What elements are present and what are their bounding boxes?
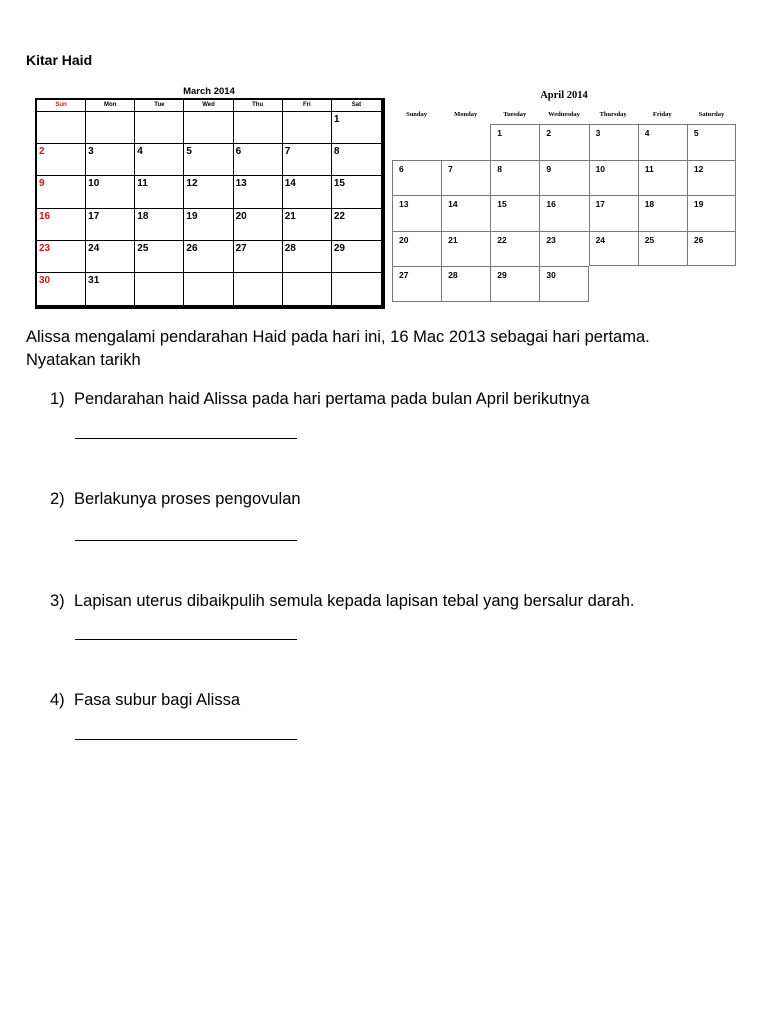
march-day-cell: 28 — [283, 241, 332, 273]
march-day-cell: 3 — [86, 144, 135, 176]
april-calendar-title: April 2014 — [540, 90, 588, 101]
march-day-cell: 21 — [283, 209, 332, 241]
april-weekday-label: Wednesday — [548, 111, 580, 118]
question-1 — [50, 388, 750, 410]
april-day-cell: 29 — [490, 266, 539, 302]
question-number: 1) — [50, 390, 65, 408]
april-weekday-header — [392, 111, 736, 123]
march-day-cell: 4 — [135, 144, 184, 176]
april-calendar-grid — [392, 124, 736, 302]
april-day-cell: 2 — [539, 124, 588, 160]
march-day-cell — [86, 112, 135, 144]
april-day-cell: 10 — [589, 160, 638, 196]
april-day-cell: 21 — [441, 231, 490, 267]
march-day-cell — [332, 273, 381, 305]
march-day-cell: 7 — [283, 144, 332, 176]
question-number: 4) — [50, 691, 65, 709]
march-day-cell: 29 — [332, 241, 381, 273]
march-day-cell: 26 — [184, 241, 233, 273]
april-day-cell — [638, 266, 687, 302]
april-day-cell: 18 — [638, 195, 687, 231]
april-day-cell — [441, 124, 490, 160]
march-day-cell: 9 — [37, 176, 86, 208]
march-day-cell: 1 — [332, 112, 381, 144]
march-day-cell: 13 — [234, 176, 283, 208]
april-day-cell: 13 — [392, 195, 441, 231]
march-day-cell: 16 — [37, 209, 86, 241]
april-day-cell: 16 — [539, 195, 588, 231]
intro-paragraph — [26, 326, 746, 372]
april-weekday-label: Friday — [652, 111, 672, 118]
march-day-cell: 20 — [234, 209, 283, 241]
march-calendar-grid — [35, 98, 385, 309]
april-weekday-label: Thursday — [599, 111, 627, 118]
march-day-cell: 17 — [86, 209, 135, 241]
question-text: Pendarahan haid Alissa pada hari pertama pada bulan April berikutnya — [74, 390, 590, 408]
april-day-cell: 12 — [687, 160, 736, 196]
april-weekday-label: Tuesday — [503, 111, 527, 118]
april-calendar — [392, 86, 736, 306]
question-text: Lapisan uterus dibaikpulih semula kepada lapisan tebal yang bersalur darah. — [74, 592, 635, 610]
march-weekday-label: Fri — [283, 100, 332, 112]
april-weekday-label: Sunday — [406, 111, 428, 118]
april-day-cell: 3 — [589, 124, 638, 160]
april-day-cell: 17 — [589, 195, 638, 231]
march-day-cell: 12 — [184, 176, 233, 208]
april-day-cell: 19 — [687, 195, 736, 231]
march-day-cell: 14 — [283, 176, 332, 208]
april-day-cell: 5 — [687, 124, 736, 160]
march-day-cell: 24 — [86, 241, 135, 273]
intro-line-2: Nyatakan tarikh — [26, 351, 141, 369]
question-number: 3) — [50, 592, 65, 610]
march-day-cell: 23 — [37, 241, 86, 273]
march-day-cell: 31 — [86, 273, 135, 305]
march-weekday-label: Sun — [37, 100, 86, 112]
march-day-cell: 10 — [86, 176, 135, 208]
question-3 — [50, 590, 750, 612]
april-day-cell: 14 — [441, 195, 490, 231]
march-weekday-label: Wed — [184, 100, 233, 112]
question-2 — [50, 488, 750, 510]
march-day-cell: 30 — [37, 273, 86, 305]
april-day-cell: 27 — [392, 266, 441, 302]
april-weekday-label: Monday — [454, 111, 478, 118]
march-day-cell — [135, 112, 184, 144]
question-number: 2) — [50, 490, 65, 508]
march-day-cell — [184, 112, 233, 144]
answer-line-1[interactable] — [75, 438, 297, 439]
april-day-cell: 4 — [638, 124, 687, 160]
april-day-cell: 6 — [392, 160, 441, 196]
april-day-cell: 15 — [490, 195, 539, 231]
march-day-cell: 15 — [332, 176, 381, 208]
april-day-cell — [392, 124, 441, 160]
april-day-cell: 20 — [392, 231, 441, 267]
march-day-cell: 19 — [184, 209, 233, 241]
march-weekday-label: Thu — [234, 100, 283, 112]
april-day-cell: 9 — [539, 160, 588, 196]
april-day-cell: 7 — [441, 160, 490, 196]
april-day-cell: 8 — [490, 160, 539, 196]
march-day-cell: 11 — [135, 176, 184, 208]
april-weekday-label: Saturday — [698, 111, 725, 118]
march-day-cell — [37, 112, 86, 144]
march-calendar-title: March 2014 — [183, 86, 235, 97]
april-day-cell: 25 — [638, 231, 687, 267]
april-day-cell: 23 — [539, 231, 588, 267]
april-day-cell: 24 — [589, 231, 638, 267]
answer-line-2[interactable] — [75, 540, 297, 541]
april-day-cell: 22 — [490, 231, 539, 267]
march-day-cell: 22 — [332, 209, 381, 241]
intro-line-1: Alissa mengalami pendarahan Haid pada hari ini, 16 Mac 2013 sebagai hari pertama. — [26, 328, 650, 346]
march-day-cell — [283, 112, 332, 144]
march-calendar — [35, 85, 383, 308]
march-day-cell — [234, 273, 283, 305]
march-weekday-label: Sat — [332, 100, 381, 112]
march-day-cell — [135, 273, 184, 305]
page-title: Kitar Haid — [26, 52, 93, 68]
march-day-cell — [234, 112, 283, 144]
march-day-cell: 6 — [234, 144, 283, 176]
april-day-cell: 26 — [687, 231, 736, 267]
question-4 — [50, 689, 750, 711]
april-day-cell: 1 — [490, 124, 539, 160]
march-weekday-label: Tue — [135, 100, 184, 112]
march-day-cell: 2 — [37, 144, 86, 176]
april-day-cell — [687, 266, 736, 302]
answer-line-4[interactable] — [75, 739, 297, 740]
answer-line-3[interactable] — [75, 639, 297, 640]
march-day-cell — [184, 273, 233, 305]
march-day-cell: 5 — [184, 144, 233, 176]
march-weekday-label: Mon — [86, 100, 135, 112]
march-day-cell: 8 — [332, 144, 381, 176]
march-day-cell: 18 — [135, 209, 184, 241]
april-day-cell: 28 — [441, 266, 490, 302]
april-day-cell: 30 — [539, 266, 588, 302]
question-text: Fasa subur bagi Alissa — [74, 691, 241, 709]
april-day-cell: 11 — [638, 160, 687, 196]
question-text: Berlakunya proses pengovulan — [74, 490, 301, 508]
march-day-cell: 27 — [234, 241, 283, 273]
april-day-cell — [589, 266, 638, 302]
march-day-cell: 25 — [135, 241, 184, 273]
march-day-cell — [283, 273, 332, 305]
